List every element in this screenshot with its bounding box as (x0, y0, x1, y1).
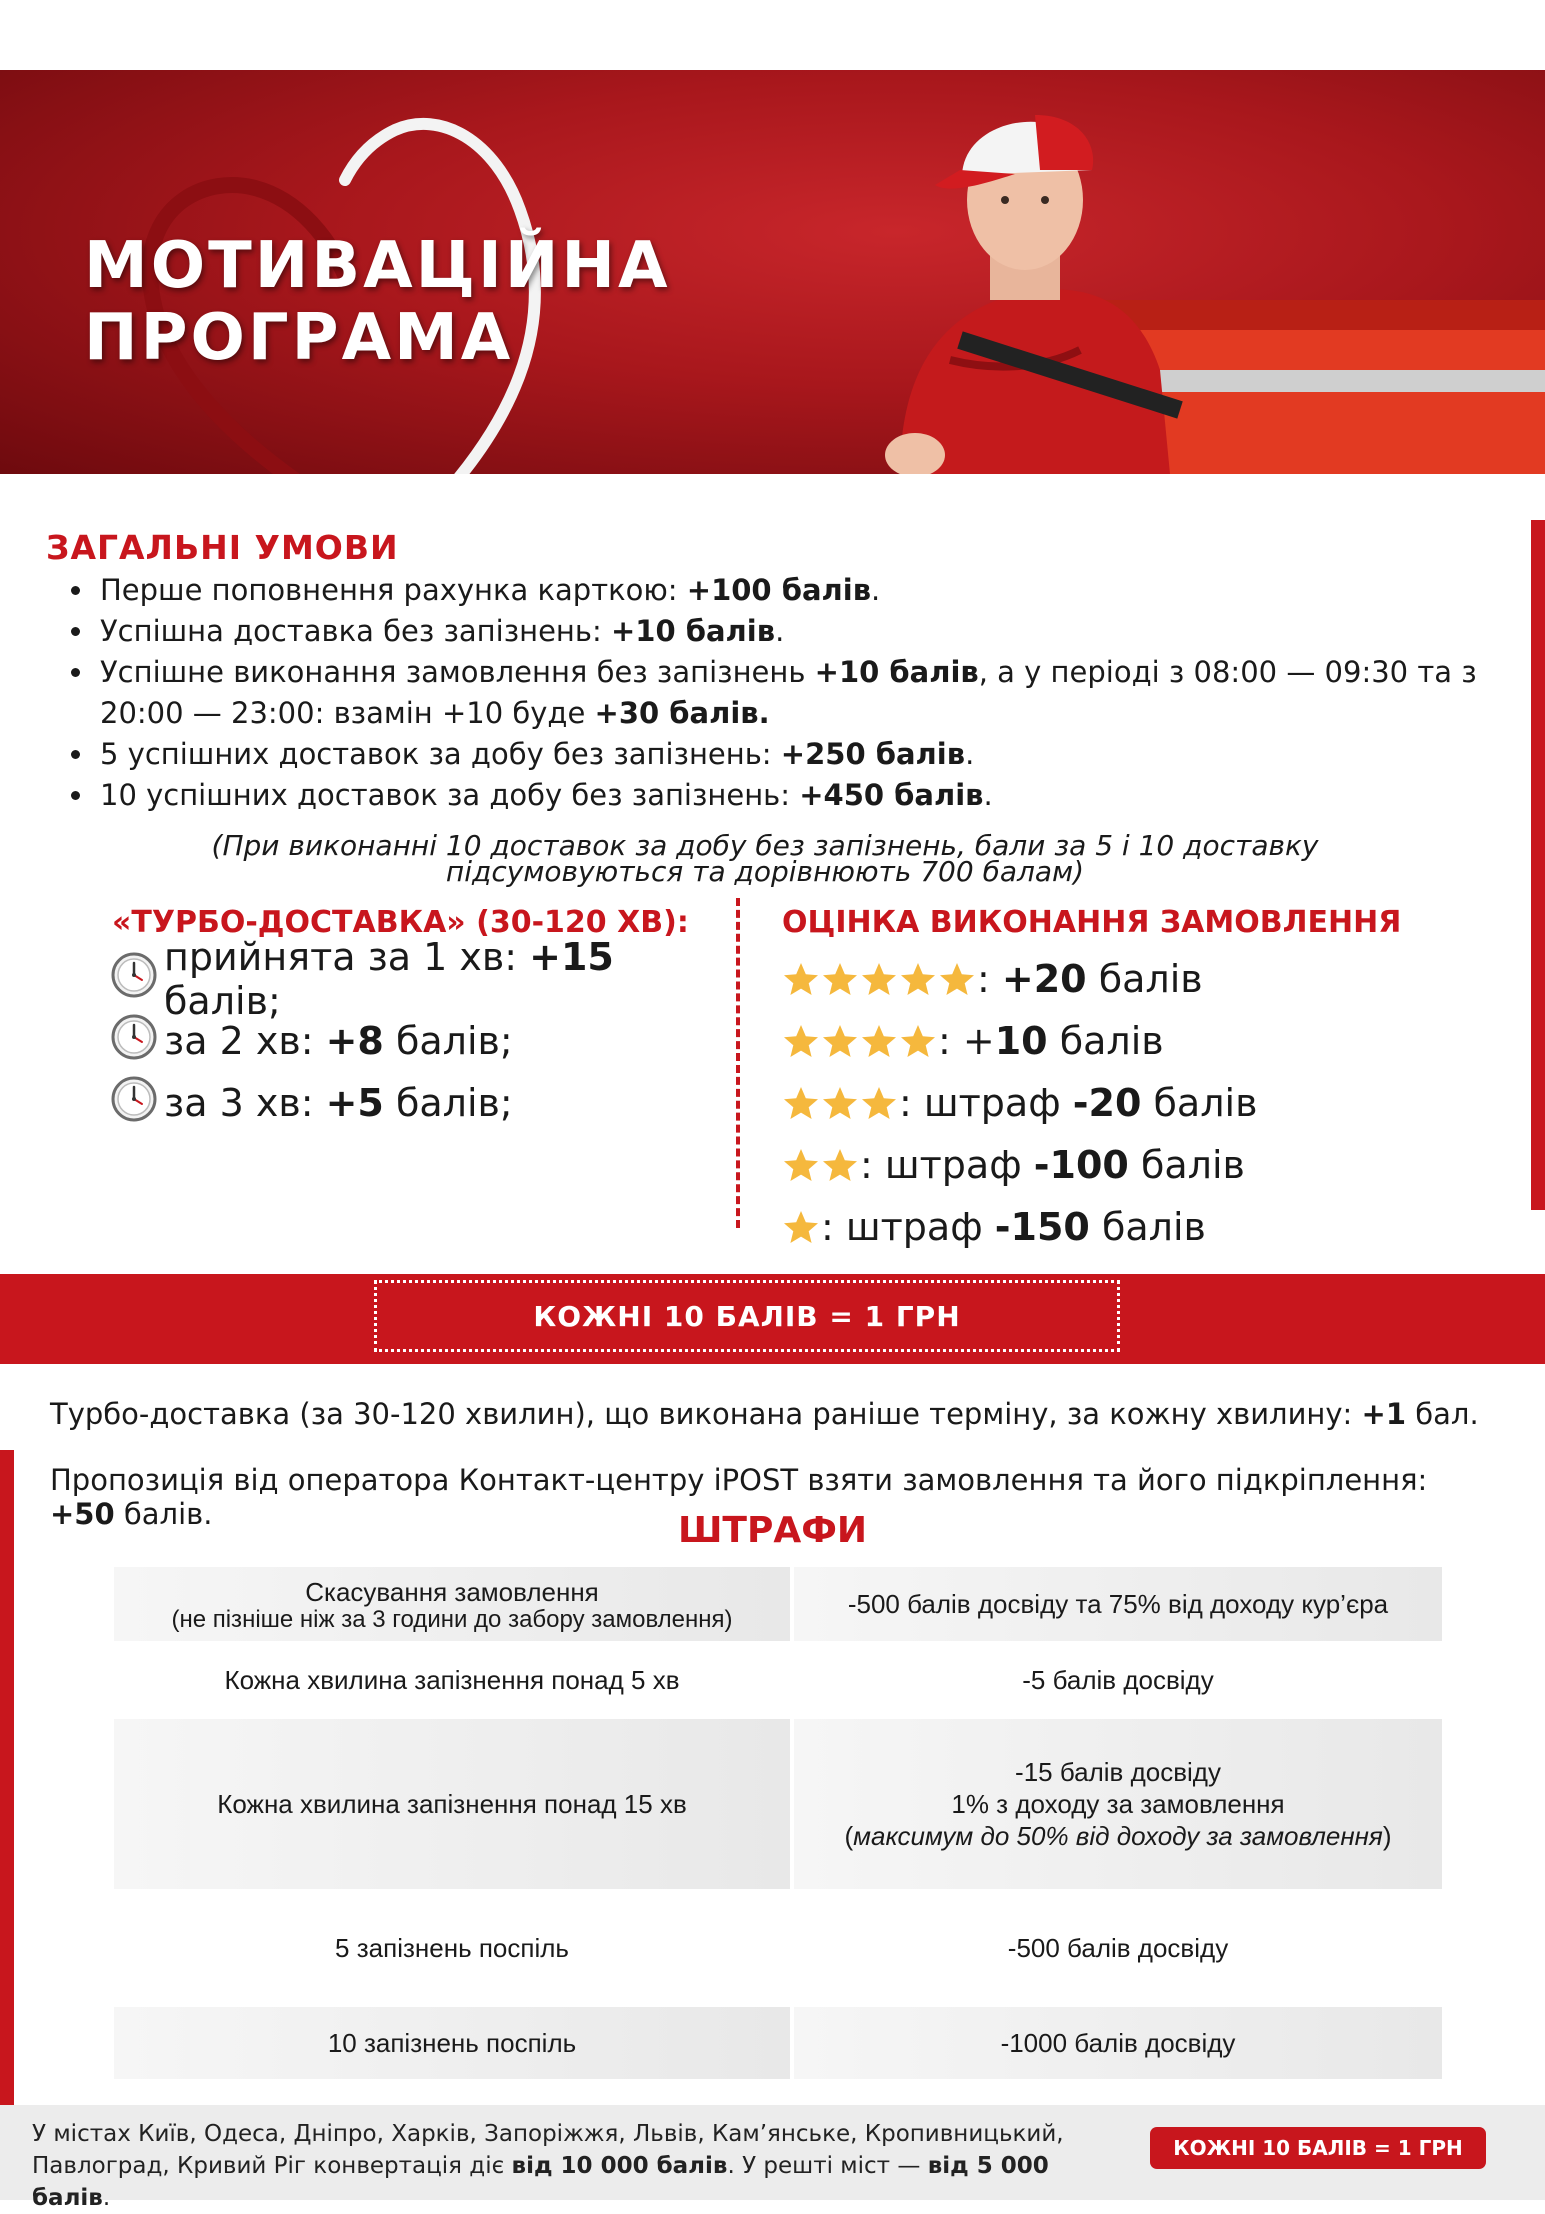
brush-stroke-left (0, 1450, 14, 2130)
star-icon (821, 1023, 859, 1059)
brush-stroke-right (1531, 520, 1545, 1210)
hero-banner (0, 70, 1545, 474)
star-icon (899, 961, 937, 997)
conversion-band (0, 1274, 1545, 1364)
table-row (114, 1645, 1442, 1715)
table-cell: Кожна хвилина запізнення понад 5 хв (114, 1645, 790, 1715)
star-icon (821, 1085, 859, 1121)
table-row (114, 1719, 1442, 1889)
courier-illustration (840, 70, 1545, 474)
star-icon (938, 961, 976, 997)
star-icon (782, 1209, 820, 1245)
table-cell: -500 балів досвіду (794, 1893, 1442, 2003)
footer-text: У містах Київ, Одеса, Дніпро, Харків, Запоріжжя, Львів, Кам’янське, Кропивницький, Павлоград, Кривий Ріг конвертація діє від 10 000 балів. У решті міст — від 5 000 балів. (32, 2121, 1064, 2211)
conversion-rate-label: КОЖНІ 10 БАЛІВ = 1 ГРН (374, 1280, 1120, 1352)
general-note: (При виконанні 10 доставок за добу без запізнень, бали за 5 і 10 доставку підсумовуються та дорівнюють 700 балам) (211, 829, 1319, 888)
rating-list (782, 948, 1482, 1258)
clock-icon (110, 1075, 164, 1132)
list-item: • 5 успішних доставок за добу без запізнень: +250 балів. (96, 734, 1506, 775)
star-rating (782, 961, 977, 997)
table-cell: 10 запізнень поспіль (114, 2007, 790, 2079)
star-icon (782, 1023, 820, 1059)
star-icon (782, 1085, 820, 1121)
page-title (84, 230, 670, 374)
turbo-delivery-list (110, 935, 720, 1134)
star-rating (782, 1147, 860, 1183)
section-divider (736, 898, 740, 1228)
list-item: • Успішне виконання замовлення без запізнень +10 балів, а у періоді з 08:00 — 09:30 та з 20:00 — 23:00: взамін +10 буде +30 балів. (96, 652, 1506, 734)
turbo-delivery-title: «ТУРБО-ДОСТАВКА» (30-120 ХВ): (112, 905, 689, 940)
turbo-early-paragraph: Турбо-доставка (за 30-120 хвилин), що виконана раніше терміну, за кожну хвилину: +1 бал. (50, 1397, 1479, 1431)
table-row (114, 1893, 1442, 2003)
table-cell: -5 балів досвіду (794, 1645, 1442, 1715)
general-conditions-title: ЗАГАЛЬНІ УМОВИ (46, 528, 399, 567)
footer (0, 2105, 1545, 2211)
turbo-item: за 2 хв: +8 балів; (110, 1010, 720, 1072)
rating-item: : штраф -20 балів (782, 1072, 1482, 1134)
table-cell: -500 балів досвіду та 75% від доходу кур’єра (794, 1567, 1442, 1641)
fines-table (110, 1563, 1446, 2083)
star-icon (821, 961, 859, 997)
table-cell: Кожна хвилина запізнення понад 15 хв (114, 1719, 790, 1889)
star-rating (782, 1023, 938, 1059)
general-conditions-list (70, 570, 1506, 816)
turbo-item: прийнята за 1 хв: +15 балів; (110, 948, 720, 1010)
star-icon (821, 1147, 859, 1183)
table-cell: -15 балів досвіду 1% з доходу за замовлення (максимум до 50% від доходу за замовлення) (794, 1719, 1442, 1889)
list-item: • Перше поповнення рахунка карткою: +100 балів. (96, 570, 1506, 611)
star-rating (782, 1085, 899, 1121)
star-icon (782, 961, 820, 997)
star-icon (860, 1023, 898, 1059)
star-icon (782, 1147, 820, 1183)
table-row (114, 2007, 1442, 2079)
rating-title: ОЦІНКА ВИКОНАННЯ ЗАМОВЛЕННЯ (782, 905, 1402, 940)
list-item: • Успішна доставка без запізнень: +10 балів. (96, 611, 1506, 652)
rating-item: : +10 балів (782, 1010, 1482, 1072)
list-item: • 10 успішних доставок за добу без запізнень: +450 балів. (96, 775, 1506, 816)
star-icon (860, 961, 898, 997)
star-icon (860, 1085, 898, 1121)
table-cell: 5 запізнень поспіль (114, 1893, 790, 2003)
turbo-item: за 3 хв: +5 балів; (110, 1072, 720, 1134)
rating-item: : штраф -100 балів (782, 1134, 1482, 1196)
table-cell: Скасування замовлення (не пізніше ніж за 3 години до забору замовлення) (114, 1567, 790, 1641)
title-line-2: ПРОГРАМА (84, 301, 514, 375)
star-rating (782, 1209, 821, 1245)
star-icon (899, 1023, 937, 1059)
table-cell: -1000 балів досвіду (794, 2007, 1442, 2079)
clock-icon (110, 951, 164, 1008)
fines-title: ШТРАФИ (677, 1510, 868, 1551)
operator-offer-paragraph: Пропозиція від оператора Контакт-центру iPOST взяти замовлення та його підкріплення: +50 балів. (50, 1463, 1428, 1531)
footer-conversion-badge: КОЖНІ 10 БАЛІВ = 1 ГРН (1150, 2127, 1486, 2169)
table-row (114, 1567, 1442, 1641)
title-line-1: МОТИВАЦІЙНА (84, 229, 671, 303)
rating-item: : штраф -150 балів (782, 1196, 1482, 1258)
clock-icon (110, 1013, 164, 1070)
rating-item: : +20 балів (782, 948, 1482, 1010)
